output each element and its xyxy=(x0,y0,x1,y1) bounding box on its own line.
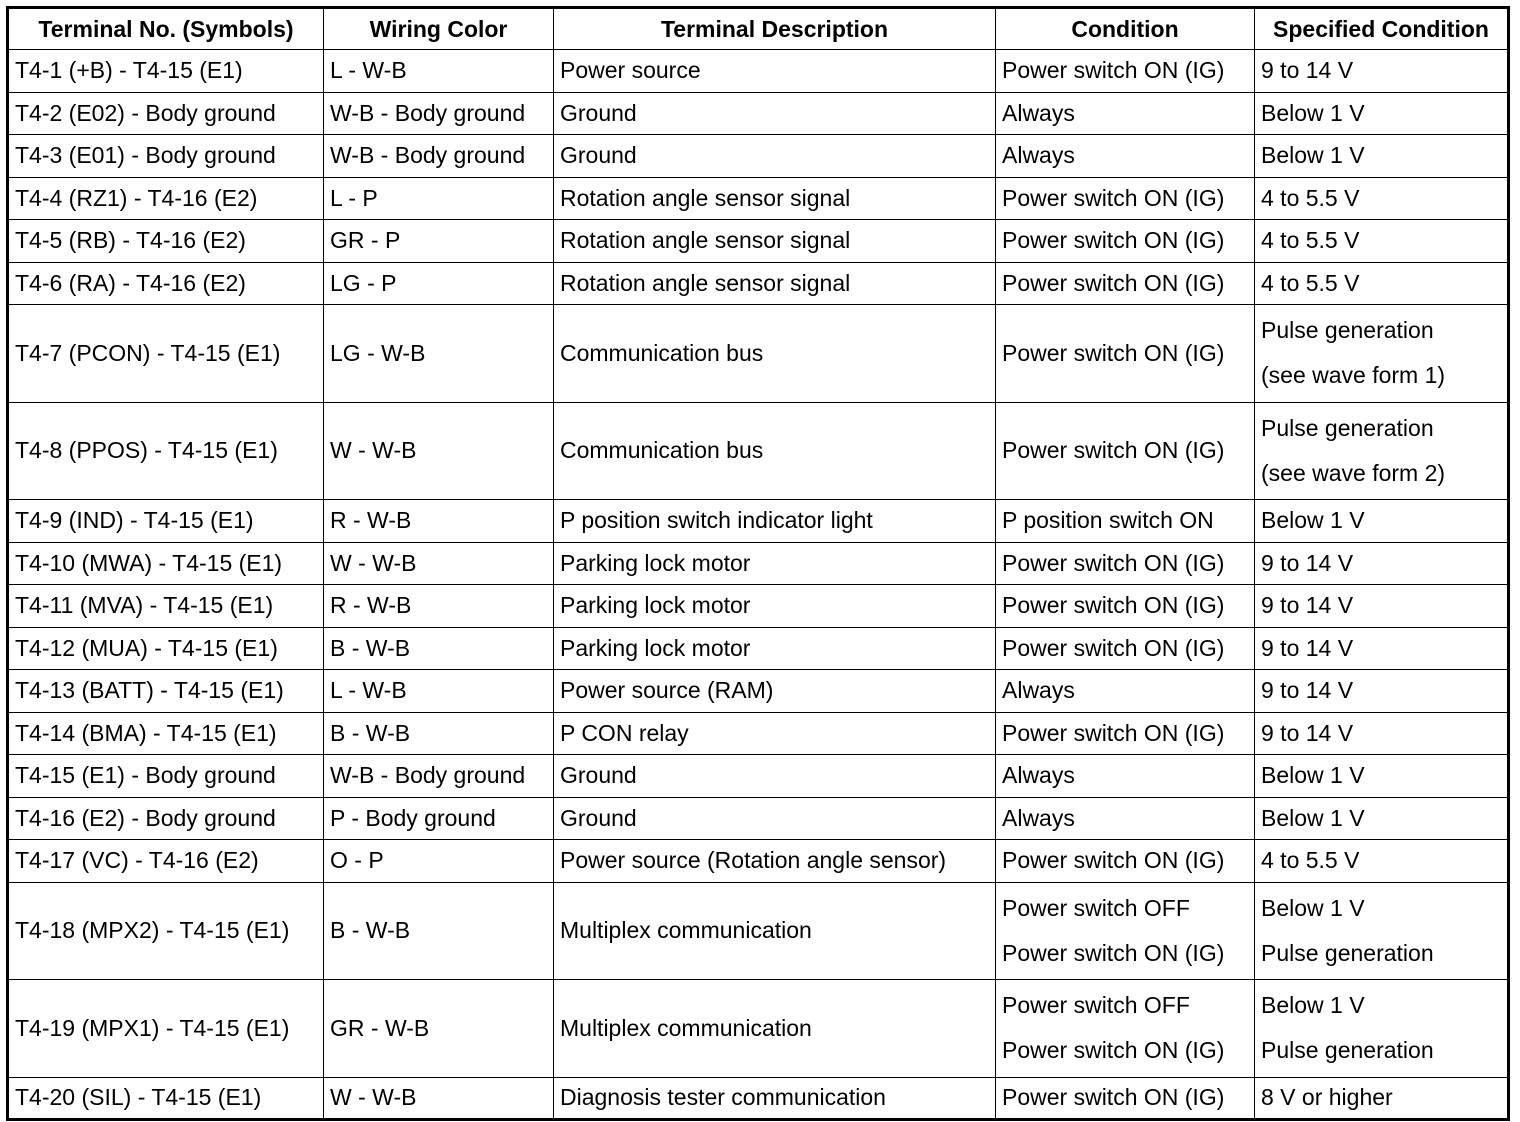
specified-condition-cell: 4 to 5.5 V xyxy=(1255,220,1509,263)
specified-condition-cell-line: (see wave form 1) xyxy=(1261,362,1446,389)
wiring-color-cell: W - W-B xyxy=(324,1077,554,1120)
wiring-color-cell: LG - P xyxy=(324,262,554,305)
condition-cell: Power switch ON (IG) xyxy=(996,712,1255,755)
terminal-cell: T4-15 (E1) - Body ground xyxy=(8,755,324,798)
terminal-cell: T4-7 (PCON) - T4-15 (E1) xyxy=(8,305,324,403)
wiring-color-cell: W-B - Body ground xyxy=(324,135,554,178)
terminal-cell: T4-19 (MPX1) - T4-15 (E1) xyxy=(8,980,324,1078)
condition-cell: Always xyxy=(996,755,1255,798)
wiring-color-cell: W - W-B xyxy=(324,402,554,500)
specified-condition-cell: Below 1 V xyxy=(1255,135,1509,178)
terminal-cell: T4-5 (RB) - T4-16 (E2) xyxy=(8,220,324,263)
description-cell: Power source (Rotation angle sensor) xyxy=(554,840,996,883)
specified-condition-cell: 9 to 14 V xyxy=(1255,542,1509,585)
table-row xyxy=(8,500,1509,543)
condition-cell: Always xyxy=(996,670,1255,713)
description-cell: Rotation angle sensor signal xyxy=(554,262,996,305)
table-row xyxy=(8,882,1509,980)
specified-condition-cell xyxy=(1255,882,1509,980)
table-row xyxy=(8,712,1509,755)
specified-condition-cell-line: Pulse generation xyxy=(1261,317,1434,344)
specified-condition-cell: 9 to 14 V xyxy=(1255,670,1509,713)
specified-condition-cell: Below 1 V xyxy=(1255,500,1509,543)
description-cell: Diagnosis tester communication xyxy=(554,1077,996,1120)
wiring-color-cell: GR - P xyxy=(324,220,554,263)
table-row xyxy=(8,402,1509,500)
condition-cell: Power switch ON (IG) xyxy=(996,262,1255,305)
description-cell: Ground xyxy=(554,135,996,178)
wiring-color-cell: LG - W-B xyxy=(324,305,554,403)
table-row xyxy=(8,980,1509,1078)
terminal-cell: T4-18 (MPX2) - T4-15 (E1) xyxy=(8,882,324,980)
col-header-description: Terminal Description xyxy=(554,8,996,50)
table-row xyxy=(8,670,1509,713)
description-cell: Ground xyxy=(554,755,996,798)
terminal-cell: T4-9 (IND) - T4-15 (E1) xyxy=(8,500,324,543)
table-row xyxy=(8,755,1509,798)
description-cell: Ground xyxy=(554,797,996,840)
specified-condition-cell: 8 V or higher xyxy=(1255,1077,1509,1120)
condition-cell: Power switch ON (IG) xyxy=(996,177,1255,220)
condition-cell: Power switch ON (IG) xyxy=(996,542,1255,585)
wiring-color-cell: B - W-B xyxy=(324,712,554,755)
table-row xyxy=(8,262,1509,305)
col-header-terminal: Terminal No. (Symbols) xyxy=(8,8,324,50)
description-cell: Communication bus xyxy=(554,305,996,403)
condition-cell: Power switch ON (IG) xyxy=(996,1077,1255,1120)
condition-cell: Always xyxy=(996,92,1255,135)
condition-cell: Power switch ON (IG) xyxy=(996,305,1255,403)
specified-condition-cell: Below 1 V xyxy=(1255,797,1509,840)
table-row xyxy=(8,797,1509,840)
wiring-color-cell: P - Body ground xyxy=(324,797,554,840)
specified-condition-cell xyxy=(1255,402,1509,500)
wiring-color-cell: GR - W-B xyxy=(324,980,554,1078)
table-row xyxy=(8,585,1509,628)
wiring-color-cell: L - P xyxy=(324,177,554,220)
description-cell: Rotation angle sensor signal xyxy=(554,220,996,263)
table-row xyxy=(8,840,1509,883)
terminal-cell: T4-2 (E02) - Body ground xyxy=(8,92,324,135)
table-row xyxy=(8,177,1509,220)
description-cell: Communication bus xyxy=(554,402,996,500)
terminal-cell: T4-16 (E2) - Body ground xyxy=(8,797,324,840)
wiring-color-cell: R - W-B xyxy=(324,585,554,628)
description-cell: Parking lock motor xyxy=(554,542,996,585)
specified-condition-cell: 4 to 5.5 V xyxy=(1255,262,1509,305)
col-header-specified-condition: Specified Condition xyxy=(1255,8,1509,50)
condition-cell-line: Power switch OFF xyxy=(1002,894,1190,921)
col-header-condition: Condition xyxy=(996,8,1255,50)
wiring-color-cell: W-B - Body ground xyxy=(324,755,554,798)
terminal-table xyxy=(6,6,1510,1121)
specified-condition-cell xyxy=(1255,980,1509,1078)
specified-condition-cell-line: Below 1 V xyxy=(1261,992,1365,1019)
table-row xyxy=(8,50,1509,93)
table-row xyxy=(8,305,1509,403)
specified-condition-cell-line: (see wave form 2) xyxy=(1261,459,1446,486)
specified-condition-cell-line: Pulse generation xyxy=(1261,414,1434,441)
table-row xyxy=(8,542,1509,585)
wiring-color-cell: W - W-B xyxy=(324,542,554,585)
wiring-color-cell: R - W-B xyxy=(324,500,554,543)
table-row xyxy=(8,1077,1509,1120)
condition-cell: P position switch ON xyxy=(996,500,1255,543)
terminal-cell: T4-4 (RZ1) - T4-16 (E2) xyxy=(8,177,324,220)
condition-cell: Always xyxy=(996,797,1255,840)
condition-cell: Power switch ON (IG) xyxy=(996,840,1255,883)
terminal-cell: T4-17 (VC) - T4-16 (E2) xyxy=(8,840,324,883)
specified-condition-cell xyxy=(1255,305,1509,403)
condition-cell xyxy=(996,882,1255,980)
wiring-color-cell: B - W-B xyxy=(324,882,554,980)
terminal-cell: T4-3 (E01) - Body ground xyxy=(8,135,324,178)
terminal-cell: T4-1 (+B) - T4-15 (E1) xyxy=(8,50,324,93)
condition-cell-line: Power switch ON (IG) xyxy=(1002,939,1225,966)
table-row xyxy=(8,135,1509,178)
terminal-cell: T4-14 (BMA) - T4-15 (E1) xyxy=(8,712,324,755)
terminal-cell: T4-6 (RA) - T4-16 (E2) xyxy=(8,262,324,305)
header-row xyxy=(8,8,1509,50)
wiring-color-cell: O - P xyxy=(324,840,554,883)
condition-cell: Power switch ON (IG) xyxy=(996,627,1255,670)
description-cell: P position switch indicator light xyxy=(554,500,996,543)
specified-condition-cell: 9 to 14 V xyxy=(1255,712,1509,755)
description-cell: Parking lock motor xyxy=(554,585,996,628)
condition-cell-line: Power switch OFF xyxy=(1002,992,1190,1019)
condition-cell: Power switch ON (IG) xyxy=(996,220,1255,263)
wiring-color-cell: L - W-B xyxy=(324,50,554,93)
specified-condition-cell: 9 to 14 V xyxy=(1255,585,1509,628)
specified-condition-cell: 4 to 5.5 V xyxy=(1255,177,1509,220)
description-cell: Multiplex communication xyxy=(554,882,996,980)
table-row xyxy=(8,627,1509,670)
terminal-cell: T4-12 (MUA) - T4-15 (E1) xyxy=(8,627,324,670)
table-row xyxy=(8,220,1509,263)
description-cell: Parking lock motor xyxy=(554,627,996,670)
wiring-color-cell: W-B - Body ground xyxy=(324,92,554,135)
description-cell: Power source (RAM) xyxy=(554,670,996,713)
specified-condition-cell: 9 to 14 V xyxy=(1255,50,1509,93)
specified-condition-cell: Below 1 V xyxy=(1255,755,1509,798)
terminal-cell: T4-20 (SIL) - T4-15 (E1) xyxy=(8,1077,324,1120)
wiring-color-cell: L - W-B xyxy=(324,670,554,713)
condition-cell: Power switch ON (IG) xyxy=(996,402,1255,500)
condition-cell: Power switch ON (IG) xyxy=(996,50,1255,93)
specified-condition-cell: 4 to 5.5 V xyxy=(1255,840,1509,883)
terminal-cell: T4-11 (MVA) - T4-15 (E1) xyxy=(8,585,324,628)
condition-cell: Power switch ON (IG) xyxy=(996,585,1255,628)
specified-condition-cell-line: Pulse generation xyxy=(1261,939,1434,966)
description-cell: P CON relay xyxy=(554,712,996,755)
specified-condition-cell: 9 to 14 V xyxy=(1255,627,1509,670)
specified-condition-cell-line: Below 1 V xyxy=(1261,894,1365,921)
col-header-wiring-color: Wiring Color xyxy=(324,8,554,50)
condition-cell-line: Power switch ON (IG) xyxy=(1002,1037,1225,1064)
table-row xyxy=(8,92,1509,135)
condition-cell: Always xyxy=(996,135,1255,178)
description-cell: Power source xyxy=(554,50,996,93)
terminal-cell: T4-13 (BATT) - T4-15 (E1) xyxy=(8,670,324,713)
wiring-color-cell: B - W-B xyxy=(324,627,554,670)
description-cell: Multiplex communication xyxy=(554,980,996,1078)
condition-cell xyxy=(996,980,1255,1078)
description-cell: Rotation angle sensor signal xyxy=(554,177,996,220)
specified-condition-cell-line: Pulse generation xyxy=(1261,1037,1434,1064)
specified-condition-cell: Below 1 V xyxy=(1255,92,1509,135)
terminal-cell: T4-10 (MWA) - T4-15 (E1) xyxy=(8,542,324,585)
table-body xyxy=(8,50,1509,1120)
description-cell: Ground xyxy=(554,92,996,135)
terminal-cell: T4-8 (PPOS) - T4-15 (E1) xyxy=(8,402,324,500)
